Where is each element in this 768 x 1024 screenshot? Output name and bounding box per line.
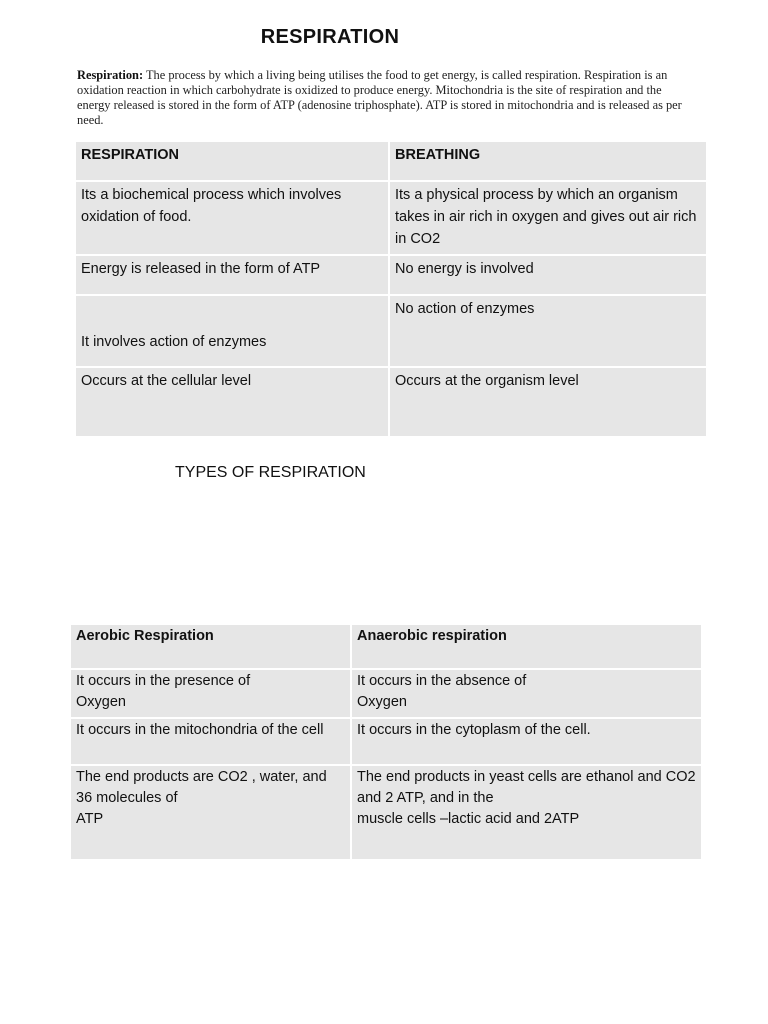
table-row [75, 181, 707, 255]
table-row [70, 718, 702, 765]
table-cell: Occurs at the cellular level [75, 367, 389, 437]
table-cell: Its a physical process by which an organism takes in air rich in oxygen and gives out air rich in CO2 [389, 181, 707, 255]
intro-text: The process by which a living being utilises the food to get energy, is called respiration. Respiration is an oxidation reaction in which carbohydrate is oxidized to produce energy. Mitochondria is the site of respiration and the energy released is stored in the form of ATP (adenosine triphosphate). ATP is stored in mitochondria and is released as per need. [77, 68, 682, 127]
table-cell: Occurs at the organism level [389, 367, 707, 437]
intro-paragraph [77, 68, 691, 128]
table-row [75, 295, 707, 367]
table-cell: Energy is released in the form of ATP [75, 255, 389, 295]
table-cell: The end products are CO2 , water, and 36 molecules of ATP [70, 765, 351, 860]
table-row [75, 255, 707, 295]
header-aerobic: Aerobic Respiration [70, 624, 351, 669]
table-row [70, 669, 702, 718]
table-cell: The end products in yeast cells are ethanol and CO2 and 2 ATP, and in the muscle cells –lactic acid and 2ATP [351, 765, 702, 860]
table-cell: No action of enzymes [389, 295, 707, 367]
table-cell: It occurs in the mitochondria of the cell [70, 718, 351, 765]
table-header-row [70, 624, 702, 669]
table-cell: Its a biochemical process which involves oxidation of food. [75, 181, 389, 255]
header-respiration: RESPIRATION [75, 141, 389, 181]
table-cell: It involves action of enzymes [75, 295, 389, 367]
intro-term: Respiration: [77, 68, 144, 82]
header-breathing: BREATHING [389, 141, 707, 181]
table-header-row [75, 141, 707, 181]
types-of-respiration-table [69, 623, 703, 861]
table-cell: It occurs in the cytoplasm of the cell. [351, 718, 702, 765]
respiration-vs-breathing-table [74, 140, 708, 438]
table-row [70, 765, 702, 860]
table-cell: It occurs in the presence of Oxygen [70, 669, 351, 718]
page-title: RESPIRATION [260, 26, 400, 48]
table-cell: It occurs in the absence of Oxygen [351, 669, 702, 718]
header-anaerobic: Anaerobic respiration [351, 624, 702, 669]
types-heading: TYPES OF RESPIRATION [175, 464, 366, 481]
table-row [75, 367, 707, 437]
table-cell: No energy is involved [389, 255, 707, 295]
